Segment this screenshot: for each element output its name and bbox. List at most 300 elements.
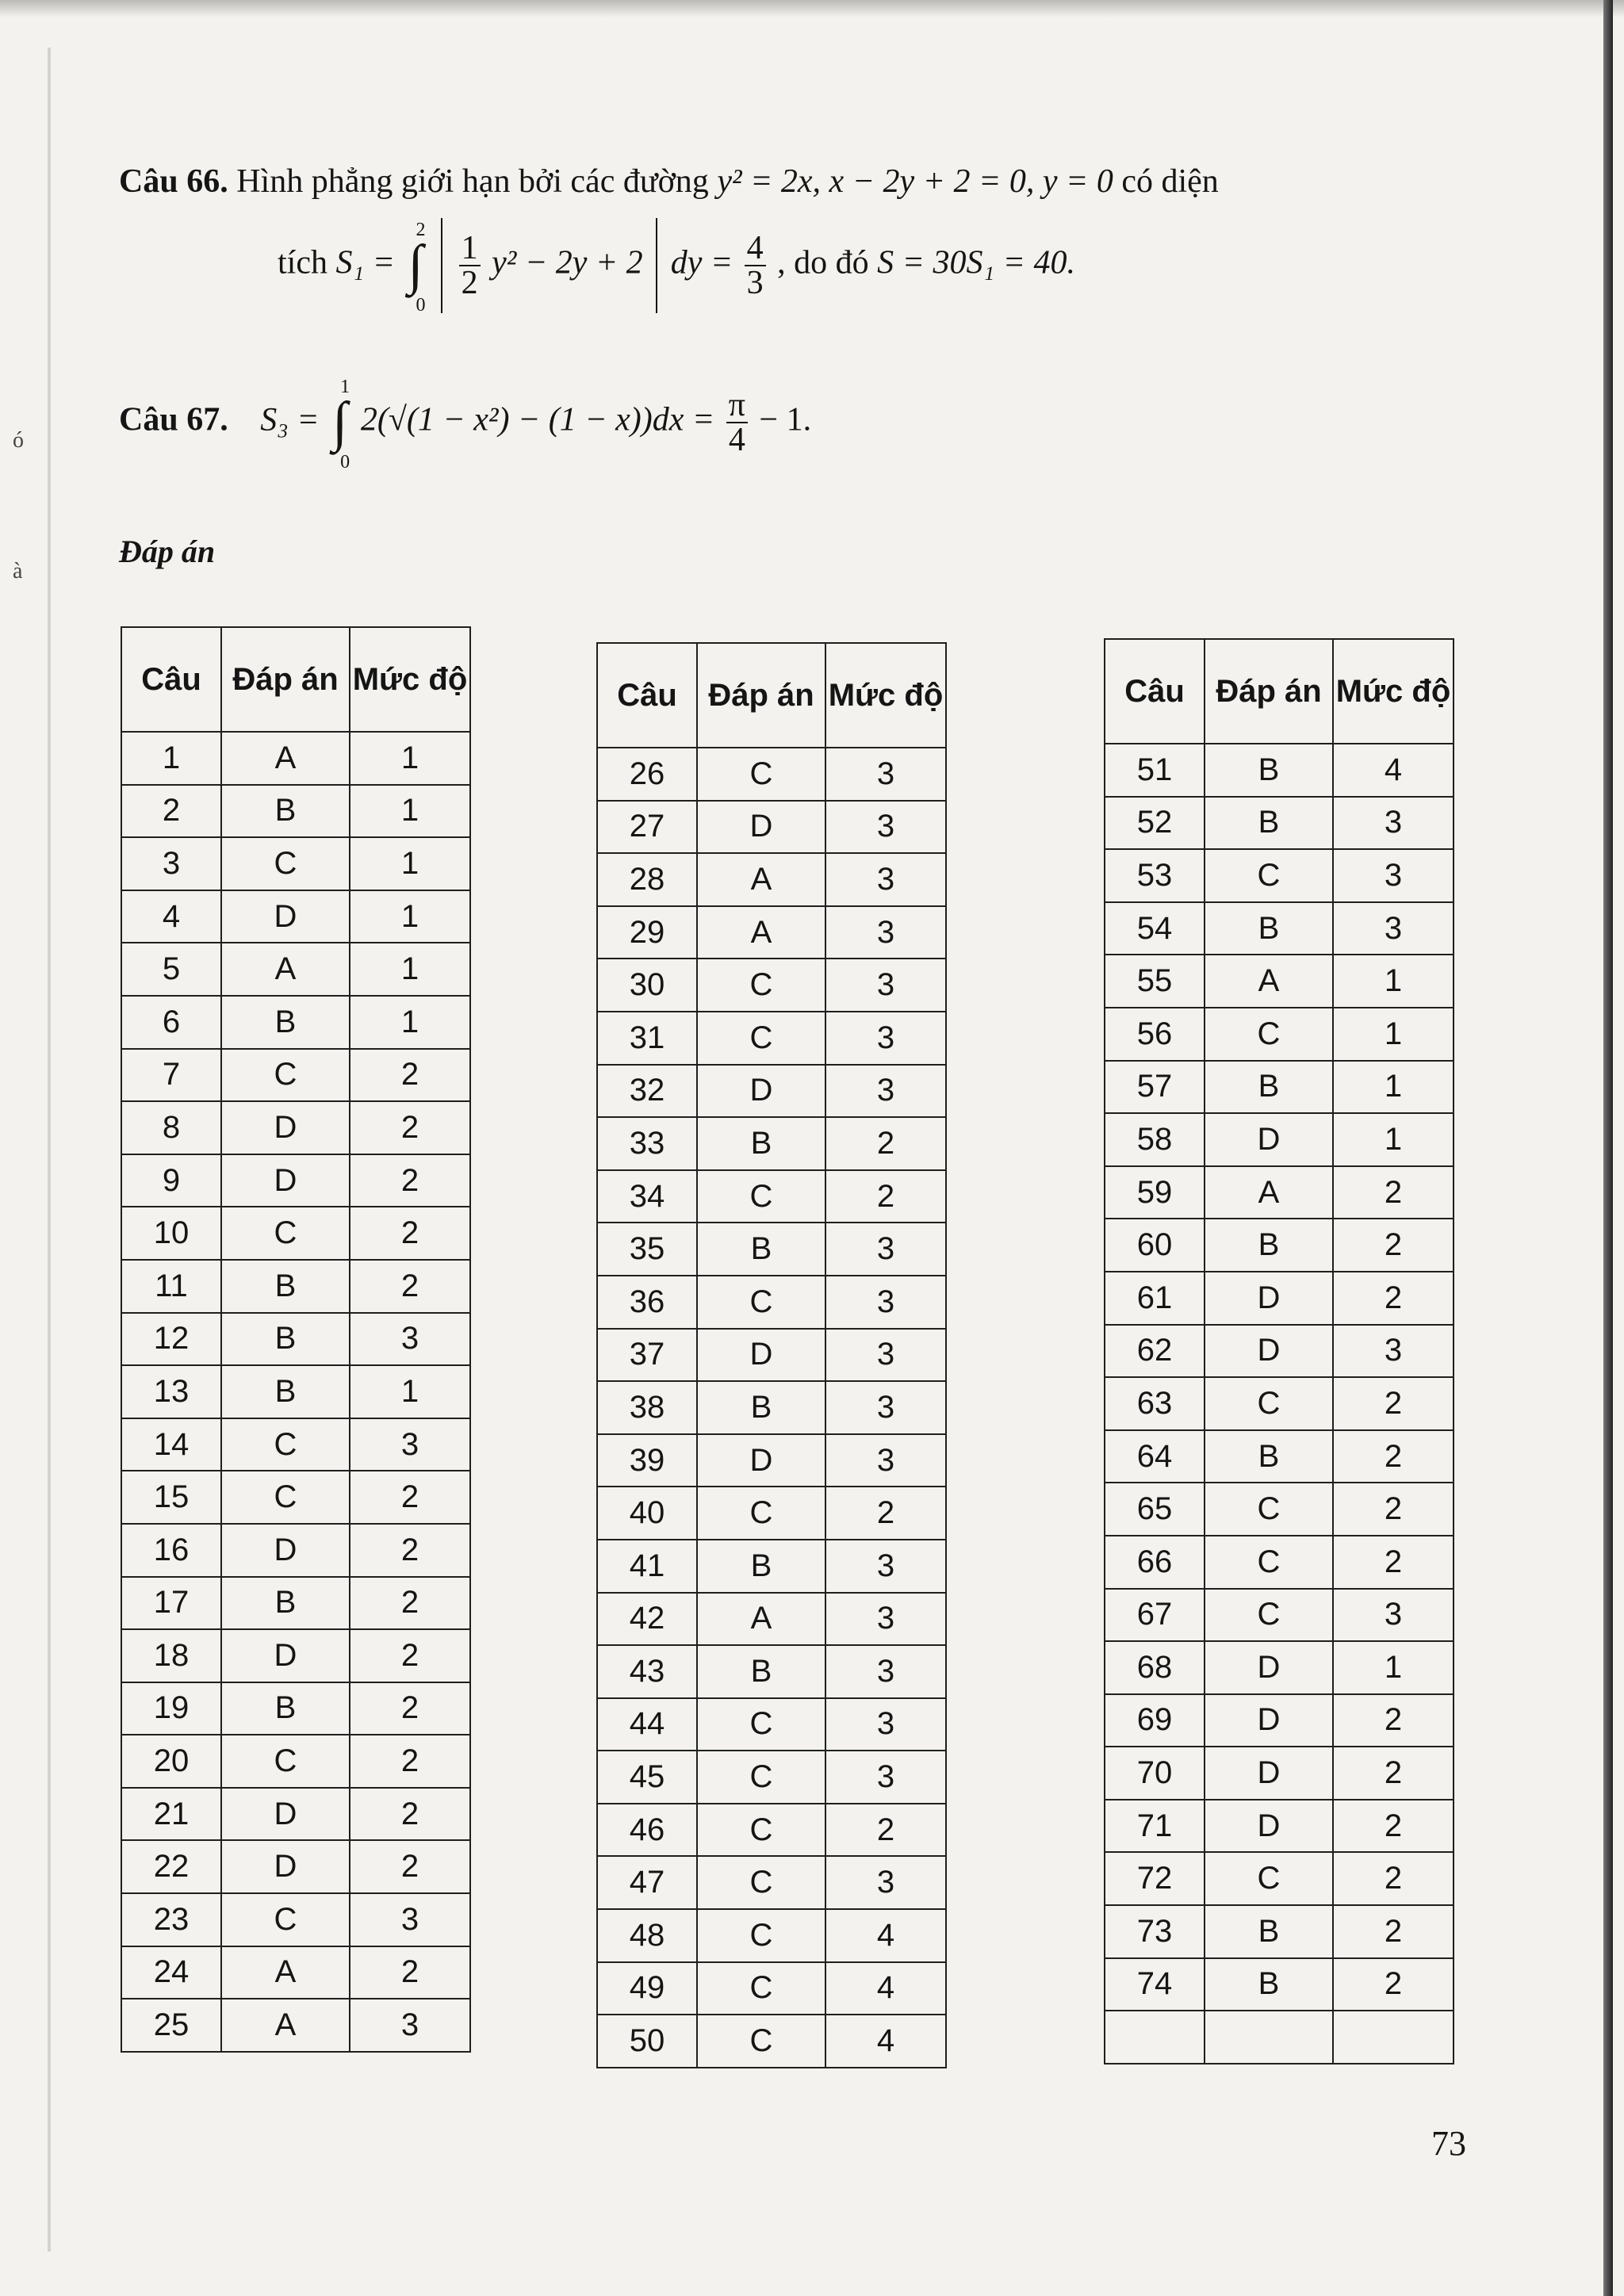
cell-difficulty: 3 xyxy=(825,1434,946,1487)
integrand-66: y² − 2y + 2 xyxy=(492,244,643,281)
fraction-66-coef xyxy=(459,232,481,300)
cell-difficulty: 3 xyxy=(825,1012,946,1065)
cell-difficulty: 1 xyxy=(350,943,470,996)
cell-difficulty: 2 xyxy=(350,1154,470,1207)
problem-66-text-end: có diện xyxy=(1121,163,1219,200)
abs-bar-left xyxy=(441,218,442,313)
result-67-den: 4 xyxy=(728,422,745,458)
cell-question-number: 71 xyxy=(1105,1800,1205,1853)
cell-difficulty: 3 xyxy=(1333,1589,1454,1642)
cell-question-number: 23 xyxy=(121,1893,221,1946)
table-row xyxy=(121,1682,470,1735)
cell-difficulty: 2 xyxy=(1333,1905,1454,1958)
cell-question-number: 48 xyxy=(597,1909,697,1962)
cell-difficulty: 2 xyxy=(1333,1219,1454,1272)
table-header-row xyxy=(121,627,470,732)
cell-question-number: 24 xyxy=(121,1946,221,1999)
cell-difficulty: 1 xyxy=(350,785,470,838)
answer-table-3 xyxy=(1104,638,1454,2064)
problem-66-line1 xyxy=(119,163,1219,201)
cell-difficulty: 2 xyxy=(350,1577,470,1630)
table-row xyxy=(1105,1905,1454,1958)
cell-answer: D xyxy=(1205,1325,1333,1378)
table-row xyxy=(1105,2011,1454,2064)
cell-answer: C xyxy=(697,1751,825,1804)
cell-difficulty: 1 xyxy=(350,1365,470,1418)
cell-question-number: 59 xyxy=(1105,1166,1205,1219)
cell-answer: C xyxy=(697,1909,825,1962)
cell-answer: A xyxy=(1205,1166,1333,1219)
cell-difficulty: 3 xyxy=(1333,1325,1454,1378)
cell-question-number: 70 xyxy=(1105,1747,1205,1800)
header-question-number: Câu xyxy=(597,643,697,748)
table-row xyxy=(1105,1852,1454,1905)
cell-question-number xyxy=(1105,2011,1205,2064)
cell-difficulty: 3 xyxy=(825,1329,946,1382)
page-top-edge xyxy=(0,0,1624,17)
table-row xyxy=(121,1260,470,1313)
cell-answer: C xyxy=(221,1049,350,1102)
page-number: 73 xyxy=(1431,2124,1466,2163)
cell-answer: B xyxy=(1205,744,1333,797)
integral-66-upper: 2 xyxy=(416,220,426,240)
cell-question-number: 27 xyxy=(597,801,697,854)
cell-answer: D xyxy=(697,1065,825,1118)
cell-question-number: 11 xyxy=(121,1260,221,1313)
cell-answer: B xyxy=(221,996,350,1049)
cell-answer: C xyxy=(1205,1483,1333,1536)
fraction-66-result xyxy=(745,232,766,300)
cell-difficulty: 1 xyxy=(350,837,470,890)
integral-sign-66: ∫ 2 0 xyxy=(408,220,426,316)
cell-difficulty: 2 xyxy=(1333,1272,1454,1325)
cell-difficulty: 2 xyxy=(1333,1694,1454,1747)
table-header-row xyxy=(1105,639,1454,744)
table-row xyxy=(1105,1483,1454,1536)
cell-question-number: 30 xyxy=(597,959,697,1012)
problem-67-label: Câu 67. xyxy=(119,401,228,438)
cell-question-number: 72 xyxy=(1105,1852,1205,1905)
cell-difficulty: 3 xyxy=(350,1418,470,1471)
cell-question-number: 3 xyxy=(121,837,221,890)
result-67-num: π xyxy=(726,388,748,423)
cell-answer: C xyxy=(221,1207,350,1260)
cell-question-number: 35 xyxy=(597,1223,697,1276)
cell-difficulty: 2 xyxy=(1333,1958,1454,2011)
cell-answer: D xyxy=(1205,1747,1333,1800)
result-66-den: 3 xyxy=(746,265,764,301)
table-row xyxy=(1105,1589,1454,1642)
table-row xyxy=(597,853,946,906)
cell-question-number: 67 xyxy=(1105,1589,1205,1642)
table-row xyxy=(597,1329,946,1382)
cell-answer: D xyxy=(1205,1694,1333,1747)
cell-answer: C xyxy=(697,1804,825,1857)
cell-answer: C xyxy=(697,1856,825,1909)
cell-difficulty: 1 xyxy=(1333,1008,1454,1061)
cell-question-number: 9 xyxy=(121,1154,221,1207)
cell-difficulty: 2 xyxy=(350,1682,470,1735)
table-row xyxy=(1105,1641,1454,1694)
cell-question-number: 21 xyxy=(121,1788,221,1841)
cell-answer: A xyxy=(697,853,825,906)
cell-answer: C xyxy=(697,1170,825,1223)
cell-answer: C xyxy=(697,1487,825,1540)
cell-difficulty: 3 xyxy=(825,959,946,1012)
cell-question-number: 58 xyxy=(1105,1113,1205,1166)
cell-answer: B xyxy=(1205,1061,1333,1114)
cell-answer: C xyxy=(1205,1008,1333,1061)
problem-66-equations: y² = 2x, x − 2y + 2 = 0, y = 0 xyxy=(717,163,1113,200)
cell-question-number: 18 xyxy=(121,1629,221,1682)
cell-question-number: 16 xyxy=(121,1524,221,1577)
cell-question-number: 32 xyxy=(597,1065,697,1118)
table-row xyxy=(1105,1694,1454,1747)
cell-difficulty: 1 xyxy=(350,890,470,943)
table-row xyxy=(121,1471,470,1524)
cell-answer: B xyxy=(697,1117,825,1170)
cell-answer: B xyxy=(221,1365,350,1418)
problem-66-conclusion-math: S = 30S₁ = 40. xyxy=(877,244,1075,281)
fraction-66-den: 2 xyxy=(461,265,478,301)
cell-answer: C xyxy=(697,959,825,1012)
cell-question-number: 10 xyxy=(121,1207,221,1260)
cell-answer: C xyxy=(697,2015,825,2068)
table-row xyxy=(121,1524,470,1577)
cell-answer: B xyxy=(1205,1430,1333,1483)
cell-question-number: 50 xyxy=(597,2015,697,2068)
table-row xyxy=(597,1223,946,1276)
header-answer: Đáp án xyxy=(221,627,350,732)
integral-sign-67: ∫ 1 0 xyxy=(332,377,350,473)
cell-answer: D xyxy=(1205,1641,1333,1694)
table-row xyxy=(597,748,946,801)
cell-difficulty: 1 xyxy=(1333,1113,1454,1166)
cell-question-number: 54 xyxy=(1105,902,1205,955)
table-row xyxy=(121,1893,470,1946)
cell-difficulty: 4 xyxy=(825,1962,946,2015)
table-row xyxy=(597,1698,946,1751)
problem-66-tich: tích xyxy=(278,244,327,281)
header-difficulty: Mức độ xyxy=(825,643,946,748)
problem-66-label: Câu 66. xyxy=(119,163,228,200)
header-difficulty: Mức độ xyxy=(1333,639,1454,744)
problem-66-text: Hình phẳng giới hạn bởi các đường xyxy=(236,163,709,200)
cell-answer: B xyxy=(697,1381,825,1434)
cell-difficulty: 3 xyxy=(350,1893,470,1946)
cell-answer: C xyxy=(221,1471,350,1524)
cell-difficulty: 2 xyxy=(1333,1536,1454,1589)
header-question-number: Câu xyxy=(121,627,221,732)
table-row xyxy=(1105,1536,1454,1589)
cell-answer: B xyxy=(1205,1958,1333,2011)
cell-difficulty: 2 xyxy=(350,1049,470,1102)
table-row xyxy=(121,1154,470,1207)
cell-answer: D xyxy=(221,1840,350,1893)
cell-question-number: 57 xyxy=(1105,1061,1205,1114)
cell-difficulty: 2 xyxy=(1333,1747,1454,1800)
cell-answer: A xyxy=(221,1946,350,1999)
cell-question-number: 40 xyxy=(597,1487,697,1540)
cell-difficulty: 3 xyxy=(825,748,946,801)
cell-question-number: 47 xyxy=(597,1856,697,1909)
cell-answer: C xyxy=(697,1962,825,2015)
table-row xyxy=(1105,1325,1454,1378)
table-row xyxy=(1105,797,1454,850)
fraction-67-result xyxy=(726,388,748,457)
cell-question-number: 49 xyxy=(597,1962,697,2015)
header-question-number: Câu xyxy=(1105,639,1205,744)
table-row xyxy=(121,1049,470,1102)
answer-table-2 xyxy=(596,642,947,2068)
cell-answer: D xyxy=(1205,1272,1333,1325)
cell-difficulty: 1 xyxy=(1333,1061,1454,1114)
table-row xyxy=(597,1012,946,1065)
cell-difficulty: 3 xyxy=(825,1381,946,1434)
cell-difficulty: 2 xyxy=(1333,1166,1454,1219)
cell-question-number: 74 xyxy=(1105,1958,1205,2011)
cell-answer: C xyxy=(1205,1852,1333,1905)
cell-difficulty xyxy=(1333,2011,1454,2064)
table-row xyxy=(121,1577,470,1630)
answer-table-1 xyxy=(121,626,471,2053)
table-row xyxy=(597,1381,946,1434)
cell-difficulty: 1 xyxy=(1333,1641,1454,1694)
table-row xyxy=(1105,1747,1454,1800)
cell-difficulty: 2 xyxy=(1333,1852,1454,1905)
cell-answer: C xyxy=(221,837,350,890)
cell-question-number: 22 xyxy=(121,1840,221,1893)
table-row xyxy=(597,801,946,854)
table-row xyxy=(121,1788,470,1841)
cell-difficulty: 3 xyxy=(825,1223,946,1276)
cell-difficulty: 3 xyxy=(1333,902,1454,955)
cell-difficulty: 2 xyxy=(350,1946,470,1999)
cell-question-number: 33 xyxy=(597,1117,697,1170)
cell-question-number: 65 xyxy=(1105,1483,1205,1536)
cell-difficulty: 2 xyxy=(1333,1800,1454,1853)
cell-answer: D xyxy=(221,1788,350,1841)
integral-67-lower: 0 xyxy=(340,452,350,473)
cell-answer: D xyxy=(221,1629,350,1682)
cell-answer: B xyxy=(221,1260,350,1313)
page-right-edge xyxy=(1603,0,1613,2296)
table-row xyxy=(1105,1008,1454,1061)
cell-answer: D xyxy=(697,1434,825,1487)
cell-question-number: 6 xyxy=(121,996,221,1049)
cell-difficulty: 3 xyxy=(825,1751,946,1804)
cell-difficulty: 1 xyxy=(1333,955,1454,1008)
cell-answer: B xyxy=(221,1682,350,1735)
cell-difficulty: 2 xyxy=(825,1487,946,1540)
cell-difficulty: 3 xyxy=(825,906,946,959)
table-row xyxy=(121,890,470,943)
cell-answer xyxy=(1205,2011,1333,2064)
cell-question-number: 14 xyxy=(121,1418,221,1471)
table-row xyxy=(1105,1113,1454,1166)
cell-difficulty: 2 xyxy=(1333,1377,1454,1430)
cell-difficulty: 3 xyxy=(350,1313,470,1366)
cell-question-number: 55 xyxy=(1105,955,1205,1008)
header-answer: Đáp án xyxy=(1205,639,1333,744)
cell-question-number: 64 xyxy=(1105,1430,1205,1483)
cell-answer: C xyxy=(221,1893,350,1946)
table-row xyxy=(121,1946,470,1999)
cell-answer: C xyxy=(697,1276,825,1329)
cell-question-number: 13 xyxy=(121,1365,221,1418)
table-row xyxy=(121,1207,470,1260)
table-row xyxy=(1105,955,1454,1008)
table-row xyxy=(121,996,470,1049)
problem-66-line2 xyxy=(278,218,1075,316)
cell-answer: C xyxy=(1205,1536,1333,1589)
cell-difficulty: 3 xyxy=(1333,849,1454,902)
cell-difficulty: 2 xyxy=(1333,1483,1454,1536)
cell-question-number: 26 xyxy=(597,748,697,801)
table-row xyxy=(121,1418,470,1471)
cell-question-number: 12 xyxy=(121,1313,221,1366)
cell-difficulty: 2 xyxy=(350,1629,470,1682)
cell-question-number: 44 xyxy=(597,1698,697,1751)
cell-answer: A xyxy=(221,943,350,996)
problem-66-conclusion: , do đó xyxy=(777,244,869,281)
cell-answer: B xyxy=(697,1645,825,1698)
cell-difficulty: 2 xyxy=(825,1117,946,1170)
table-row xyxy=(597,1487,946,1540)
margin-mark-1: ó xyxy=(13,428,24,453)
table-row xyxy=(1105,1377,1454,1430)
cell-difficulty: 4 xyxy=(825,1909,946,1962)
table-row xyxy=(597,1804,946,1857)
cell-answer: D xyxy=(221,890,350,943)
cell-difficulty: 2 xyxy=(825,1804,946,1857)
cell-question-number: 25 xyxy=(121,1999,221,2052)
cell-answer: D xyxy=(221,1524,350,1577)
header-answer: Đáp án xyxy=(697,643,825,748)
cell-answer: C xyxy=(697,1012,825,1065)
cell-answer: B xyxy=(697,1540,825,1593)
problem-67-s3: S₃ = xyxy=(260,401,320,438)
cell-question-number: 5 xyxy=(121,943,221,996)
table-row xyxy=(597,1593,946,1646)
cell-difficulty: 3 xyxy=(825,1065,946,1118)
cell-difficulty: 3 xyxy=(825,801,946,854)
table-row xyxy=(597,1065,946,1118)
table-row xyxy=(121,943,470,996)
cell-answer: B xyxy=(1205,902,1333,955)
cell-difficulty: 3 xyxy=(1333,797,1454,850)
cell-question-number: 1 xyxy=(121,732,221,785)
cell-question-number: 34 xyxy=(597,1170,697,1223)
table-row xyxy=(121,1735,470,1788)
cell-difficulty: 2 xyxy=(350,1471,470,1524)
table-row xyxy=(1105,1958,1454,2011)
table-row xyxy=(121,837,470,890)
header-difficulty: Mức độ xyxy=(350,627,470,732)
cell-question-number: 63 xyxy=(1105,1377,1205,1430)
result-66-num: 4 xyxy=(745,232,766,266)
integral-67-upper: 1 xyxy=(340,377,350,397)
integral-66-lower: 0 xyxy=(416,295,426,316)
cell-answer: B xyxy=(1205,797,1333,850)
cell-difficulty: 2 xyxy=(350,1524,470,1577)
cell-answer: C xyxy=(1205,1377,1333,1430)
cell-difficulty: 1 xyxy=(350,996,470,1049)
table-row xyxy=(597,959,946,1012)
cell-question-number: 39 xyxy=(597,1434,697,1487)
cell-question-number: 53 xyxy=(1105,849,1205,902)
cell-difficulty: 3 xyxy=(825,1593,946,1646)
cell-difficulty: 4 xyxy=(1333,744,1454,797)
cell-question-number: 56 xyxy=(1105,1008,1205,1061)
table-row xyxy=(121,785,470,838)
table-row xyxy=(121,732,470,785)
table-row xyxy=(1105,849,1454,902)
integrand-67: 2(√(1 − x²) − (1 − x))dx = xyxy=(360,401,715,438)
cell-question-number: 45 xyxy=(597,1751,697,1804)
cell-question-number: 37 xyxy=(597,1329,697,1382)
cell-answer: A xyxy=(221,1999,350,2052)
cell-question-number: 69 xyxy=(1105,1694,1205,1747)
cell-question-number: 51 xyxy=(1105,744,1205,797)
cell-difficulty: 3 xyxy=(825,1540,946,1593)
cell-difficulty: 2 xyxy=(1333,1430,1454,1483)
cell-difficulty: 3 xyxy=(825,1276,946,1329)
cell-difficulty: 2 xyxy=(825,1170,946,1223)
cell-answer: D xyxy=(697,801,825,854)
cell-answer: C xyxy=(697,748,825,801)
cell-question-number: 43 xyxy=(597,1645,697,1698)
cell-question-number: 66 xyxy=(1105,1536,1205,1589)
cell-answer: D xyxy=(221,1154,350,1207)
answer-heading: Đáp án xyxy=(119,534,216,569)
cell-question-number: 46 xyxy=(597,1804,697,1857)
table-row xyxy=(597,1434,946,1487)
table-row xyxy=(597,1962,946,2015)
table-row xyxy=(597,1751,946,1804)
cell-answer: C xyxy=(1205,1589,1333,1642)
cell-answer: B xyxy=(697,1223,825,1276)
table-row xyxy=(597,1856,946,1909)
cell-question-number: 36 xyxy=(597,1276,697,1329)
cell-answer: C xyxy=(221,1418,350,1471)
table-row xyxy=(1105,1166,1454,1219)
cell-answer: D xyxy=(1205,1800,1333,1853)
cell-answer: A xyxy=(697,1593,825,1646)
cell-difficulty: 4 xyxy=(825,2015,946,2068)
table-row xyxy=(1105,902,1454,955)
table-row xyxy=(121,1629,470,1682)
table-row xyxy=(597,906,946,959)
problem-67 xyxy=(119,377,812,473)
cell-difficulty: 2 xyxy=(350,1207,470,1260)
cell-difficulty: 2 xyxy=(350,1735,470,1788)
abs-bar-right xyxy=(656,218,657,313)
cell-difficulty: 2 xyxy=(350,1260,470,1313)
table-row xyxy=(121,1101,470,1154)
cell-question-number: 8 xyxy=(121,1101,221,1154)
cell-question-number: 28 xyxy=(597,853,697,906)
cell-question-number: 73 xyxy=(1105,1905,1205,1958)
dy-66: dy = xyxy=(670,244,733,281)
table-row xyxy=(1105,1061,1454,1114)
cell-question-number: 62 xyxy=(1105,1325,1205,1378)
cell-question-number: 41 xyxy=(597,1540,697,1593)
table-row xyxy=(1105,744,1454,797)
cell-answer: B xyxy=(221,1313,350,1366)
cell-question-number: 4 xyxy=(121,890,221,943)
cell-difficulty: 2 xyxy=(350,1788,470,1841)
